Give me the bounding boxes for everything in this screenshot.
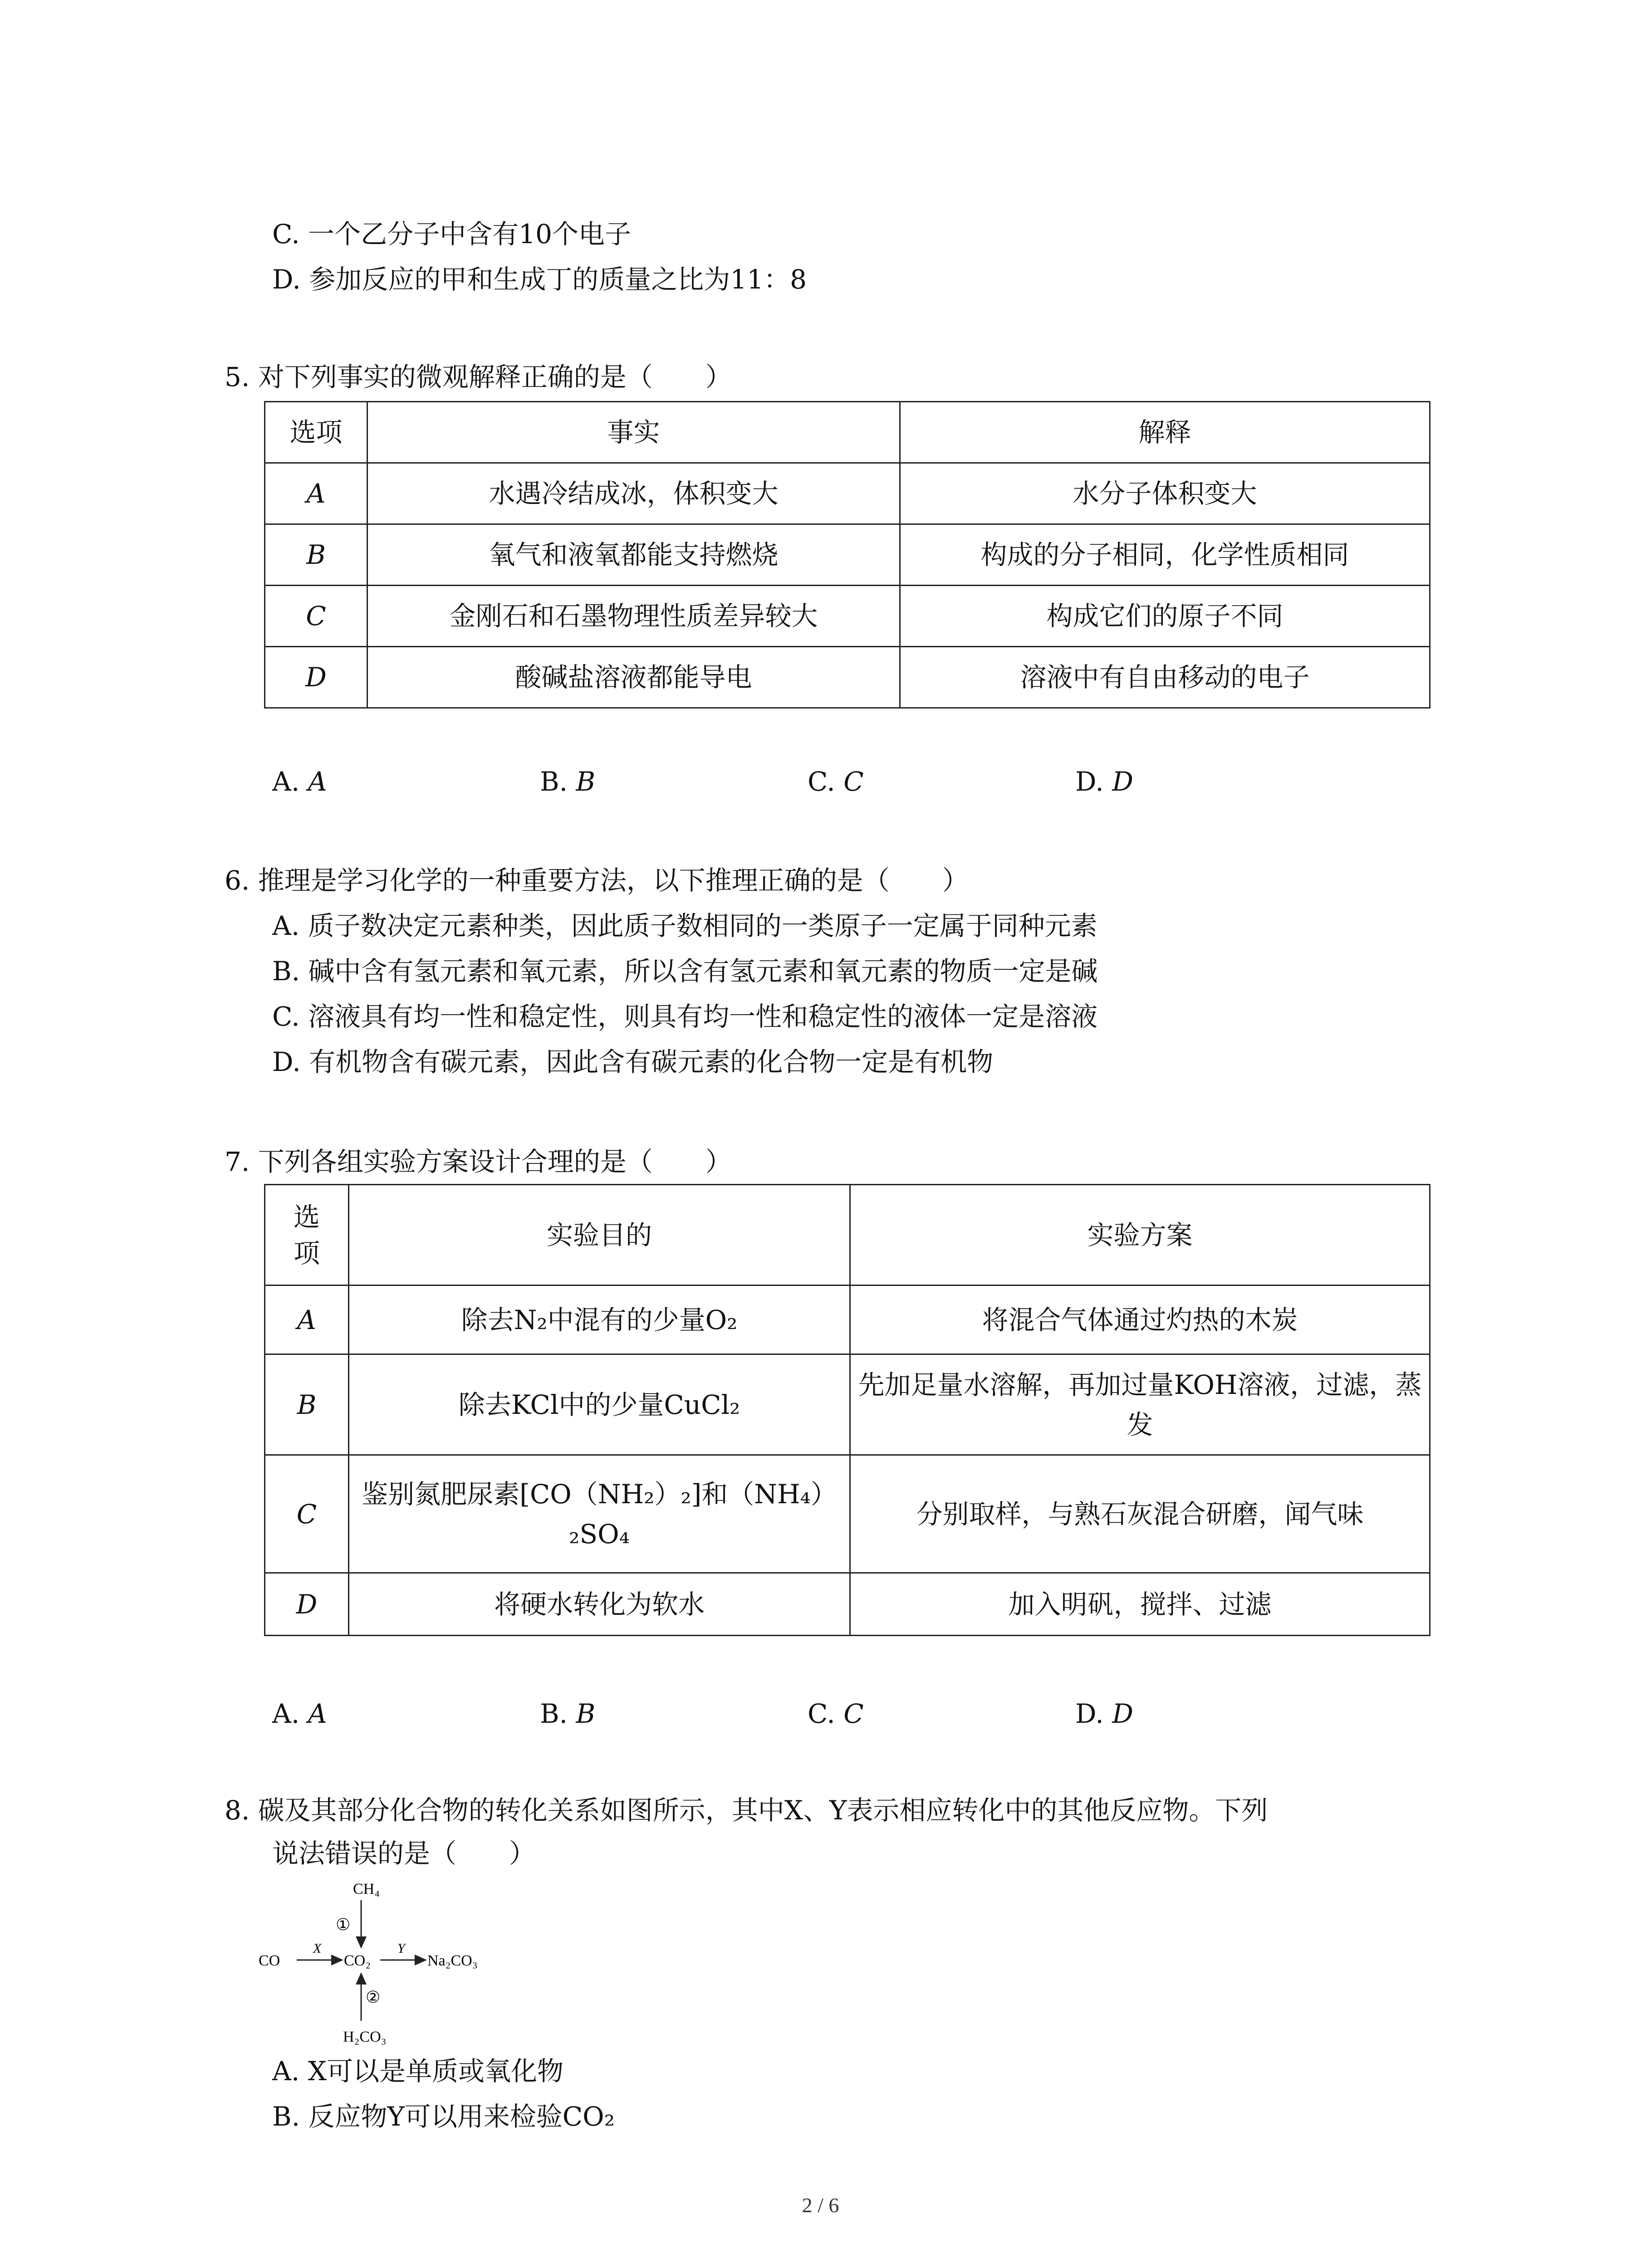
- q5-choice-a[interactable]: A. A: [272, 766, 327, 797]
- q6-option-c[interactable]: C. 溶液具有均一性和稳定性，则具有均一性和稳定性的液体一定是溶液: [272, 1001, 1098, 1032]
- table-row: [265, 1573, 1430, 1636]
- q5-choices: [272, 765, 1452, 798]
- q5-row-fact: 金刚石和石墨物理性质差异较大: [367, 586, 900, 647]
- q4-option-d: D. 参加反应的甲和生成丁的质量之比为11：8: [272, 264, 807, 295]
- q5-row-fact: 酸碱盐溶液都能导电: [367, 647, 900, 708]
- q7-table: [264, 1184, 1430, 1636]
- q7-row-goal: 将硬水转化为软水: [349, 1573, 850, 1636]
- q7-choice-d[interactable]: D. D: [1075, 1698, 1133, 1729]
- q5-choice-b[interactable]: B. B: [540, 766, 596, 797]
- co2-label: CO₂: [344, 1952, 371, 1969]
- co-label: CO: [259, 1952, 280, 1969]
- q6-option-a[interactable]: A. 质子数决定元素种类，因此质子数相同的一类原子一定属于同种元素: [272, 910, 1097, 941]
- table-row: [265, 647, 1430, 708]
- q5-row-explain: 构成的分子相同，化学性质相同: [900, 524, 1430, 586]
- step-1-label: ①: [336, 1916, 351, 1934]
- q5-header-fact: 事实: [367, 402, 900, 463]
- h2co3-label: H₂CO₃: [343, 2028, 387, 2045]
- q5-row-option: D: [265, 647, 367, 708]
- q5-header-explain: 解释: [900, 402, 1430, 463]
- q8-stem-line1: 8. 碳及其部分化合物的转化关系如图所示，其中X、Y表示相应转化中的其他反应物。下列: [225, 1795, 1268, 1826]
- q5-header-option: 选项: [265, 402, 367, 463]
- q4-option-c: C. 一个乙分子中含有10个电子: [272, 219, 631, 249]
- table-row: [265, 586, 1430, 647]
- q5-row-fact: 氧气和液氧都能支持燃烧: [367, 524, 900, 586]
- x-label: X: [313, 1941, 322, 1956]
- step-2-label: ②: [366, 1988, 381, 2007]
- q5-stem: 5. 对下列事实的微观解释正确的是（ ）: [225, 362, 732, 392]
- q7-row-goal: 鉴别氮肥尿素[CO（NH₂）₂]和（NH₄）₂SO₄: [349, 1455, 850, 1573]
- q7-table-header: [265, 1185, 1430, 1286]
- q7-header-plan: 实验方案: [850, 1185, 1430, 1286]
- q8-option-a[interactable]: A. X可以是单质或氧化物: [272, 2056, 564, 2087]
- ch4-label: CH₄: [353, 1881, 380, 1897]
- q7-row-plan: 加入明矾，搅拌、过滤: [850, 1573, 1430, 1636]
- q6-stem: 6. 推理是学习化学的一种重要方法，以下推理正确的是（ ）: [225, 865, 969, 896]
- q5-choice-d[interactable]: D. D: [1075, 766, 1133, 797]
- q5-row-fact: 水遇冷结成冰，体积变大: [367, 463, 900, 524]
- q7-row-goal: 除去N₂中混有的少量O₂: [349, 1286, 850, 1354]
- q5-choice-c[interactable]: C. C: [808, 766, 864, 797]
- table-row: [265, 524, 1430, 586]
- q7-choice-a[interactable]: A. A: [272, 1698, 327, 1729]
- y-label: Y: [397, 1941, 405, 1956]
- q5-row-explain: 构成它们的原子不同: [900, 586, 1430, 647]
- q5-table: [264, 401, 1430, 709]
- q7-row-option: D: [265, 1573, 349, 1636]
- q7-row-option: A: [265, 1286, 349, 1354]
- q5-row-explain: 水分子体积变大: [900, 463, 1430, 524]
- q7-row-option: C: [265, 1455, 349, 1573]
- q7-choices: [272, 1697, 1452, 1730]
- q7-row-goal: 除去KCl中的少量CuCl₂: [349, 1354, 850, 1455]
- table-row: [265, 1286, 1430, 1354]
- q6-option-b[interactable]: B. 碱中含有氢元素和氧元素，所以含有氢元素和氧元素的物质一定是碱: [272, 956, 1098, 987]
- q8-option-b[interactable]: B. 反应物Y可以用来检验CO₂: [272, 2101, 615, 2132]
- page-number: 2 / 6: [802, 2194, 839, 2217]
- carbon-conversion-diagram: [259, 1880, 513, 2053]
- table-row: [265, 1455, 1430, 1573]
- q7-choice-c[interactable]: C. C: [808, 1698, 864, 1729]
- q7-header-option: 选项: [265, 1185, 349, 1286]
- q6-option-d[interactable]: D. 有机物含有碳元素，因此含有碳元素的化合物一定是有机物: [272, 1046, 994, 1077]
- q7-row-plan: 将混合气体通过灼热的木炭: [850, 1286, 1430, 1354]
- q7-row-plan: 分别取样，与熟石灰混合研磨，闻气味: [850, 1455, 1430, 1573]
- q5-row-option: A: [265, 463, 367, 524]
- q5-row-explain: 溶液中有自由移动的电子: [900, 647, 1430, 708]
- q7-row-option: B: [265, 1354, 349, 1455]
- q7-stem: 7. 下列各组实验方案设计合理的是（ ）: [225, 1146, 732, 1177]
- q7-header-goal: 实验目的: [349, 1185, 850, 1286]
- q5-row-option: B: [265, 524, 367, 586]
- q8-stem-line2: 说法错误的是（ ）: [272, 1838, 536, 1869]
- table-row: [265, 1354, 1430, 1455]
- q7-row-plan: 先加足量水溶解，再加过量KOH溶液，过滤，蒸发: [850, 1354, 1430, 1455]
- q5-table-header: [265, 402, 1430, 463]
- q7-choice-b[interactable]: B. B: [540, 1698, 596, 1729]
- q5-row-option: C: [265, 586, 367, 647]
- table-row: [265, 463, 1430, 524]
- na2co3-label: Na₂CO₃: [427, 1952, 478, 1969]
